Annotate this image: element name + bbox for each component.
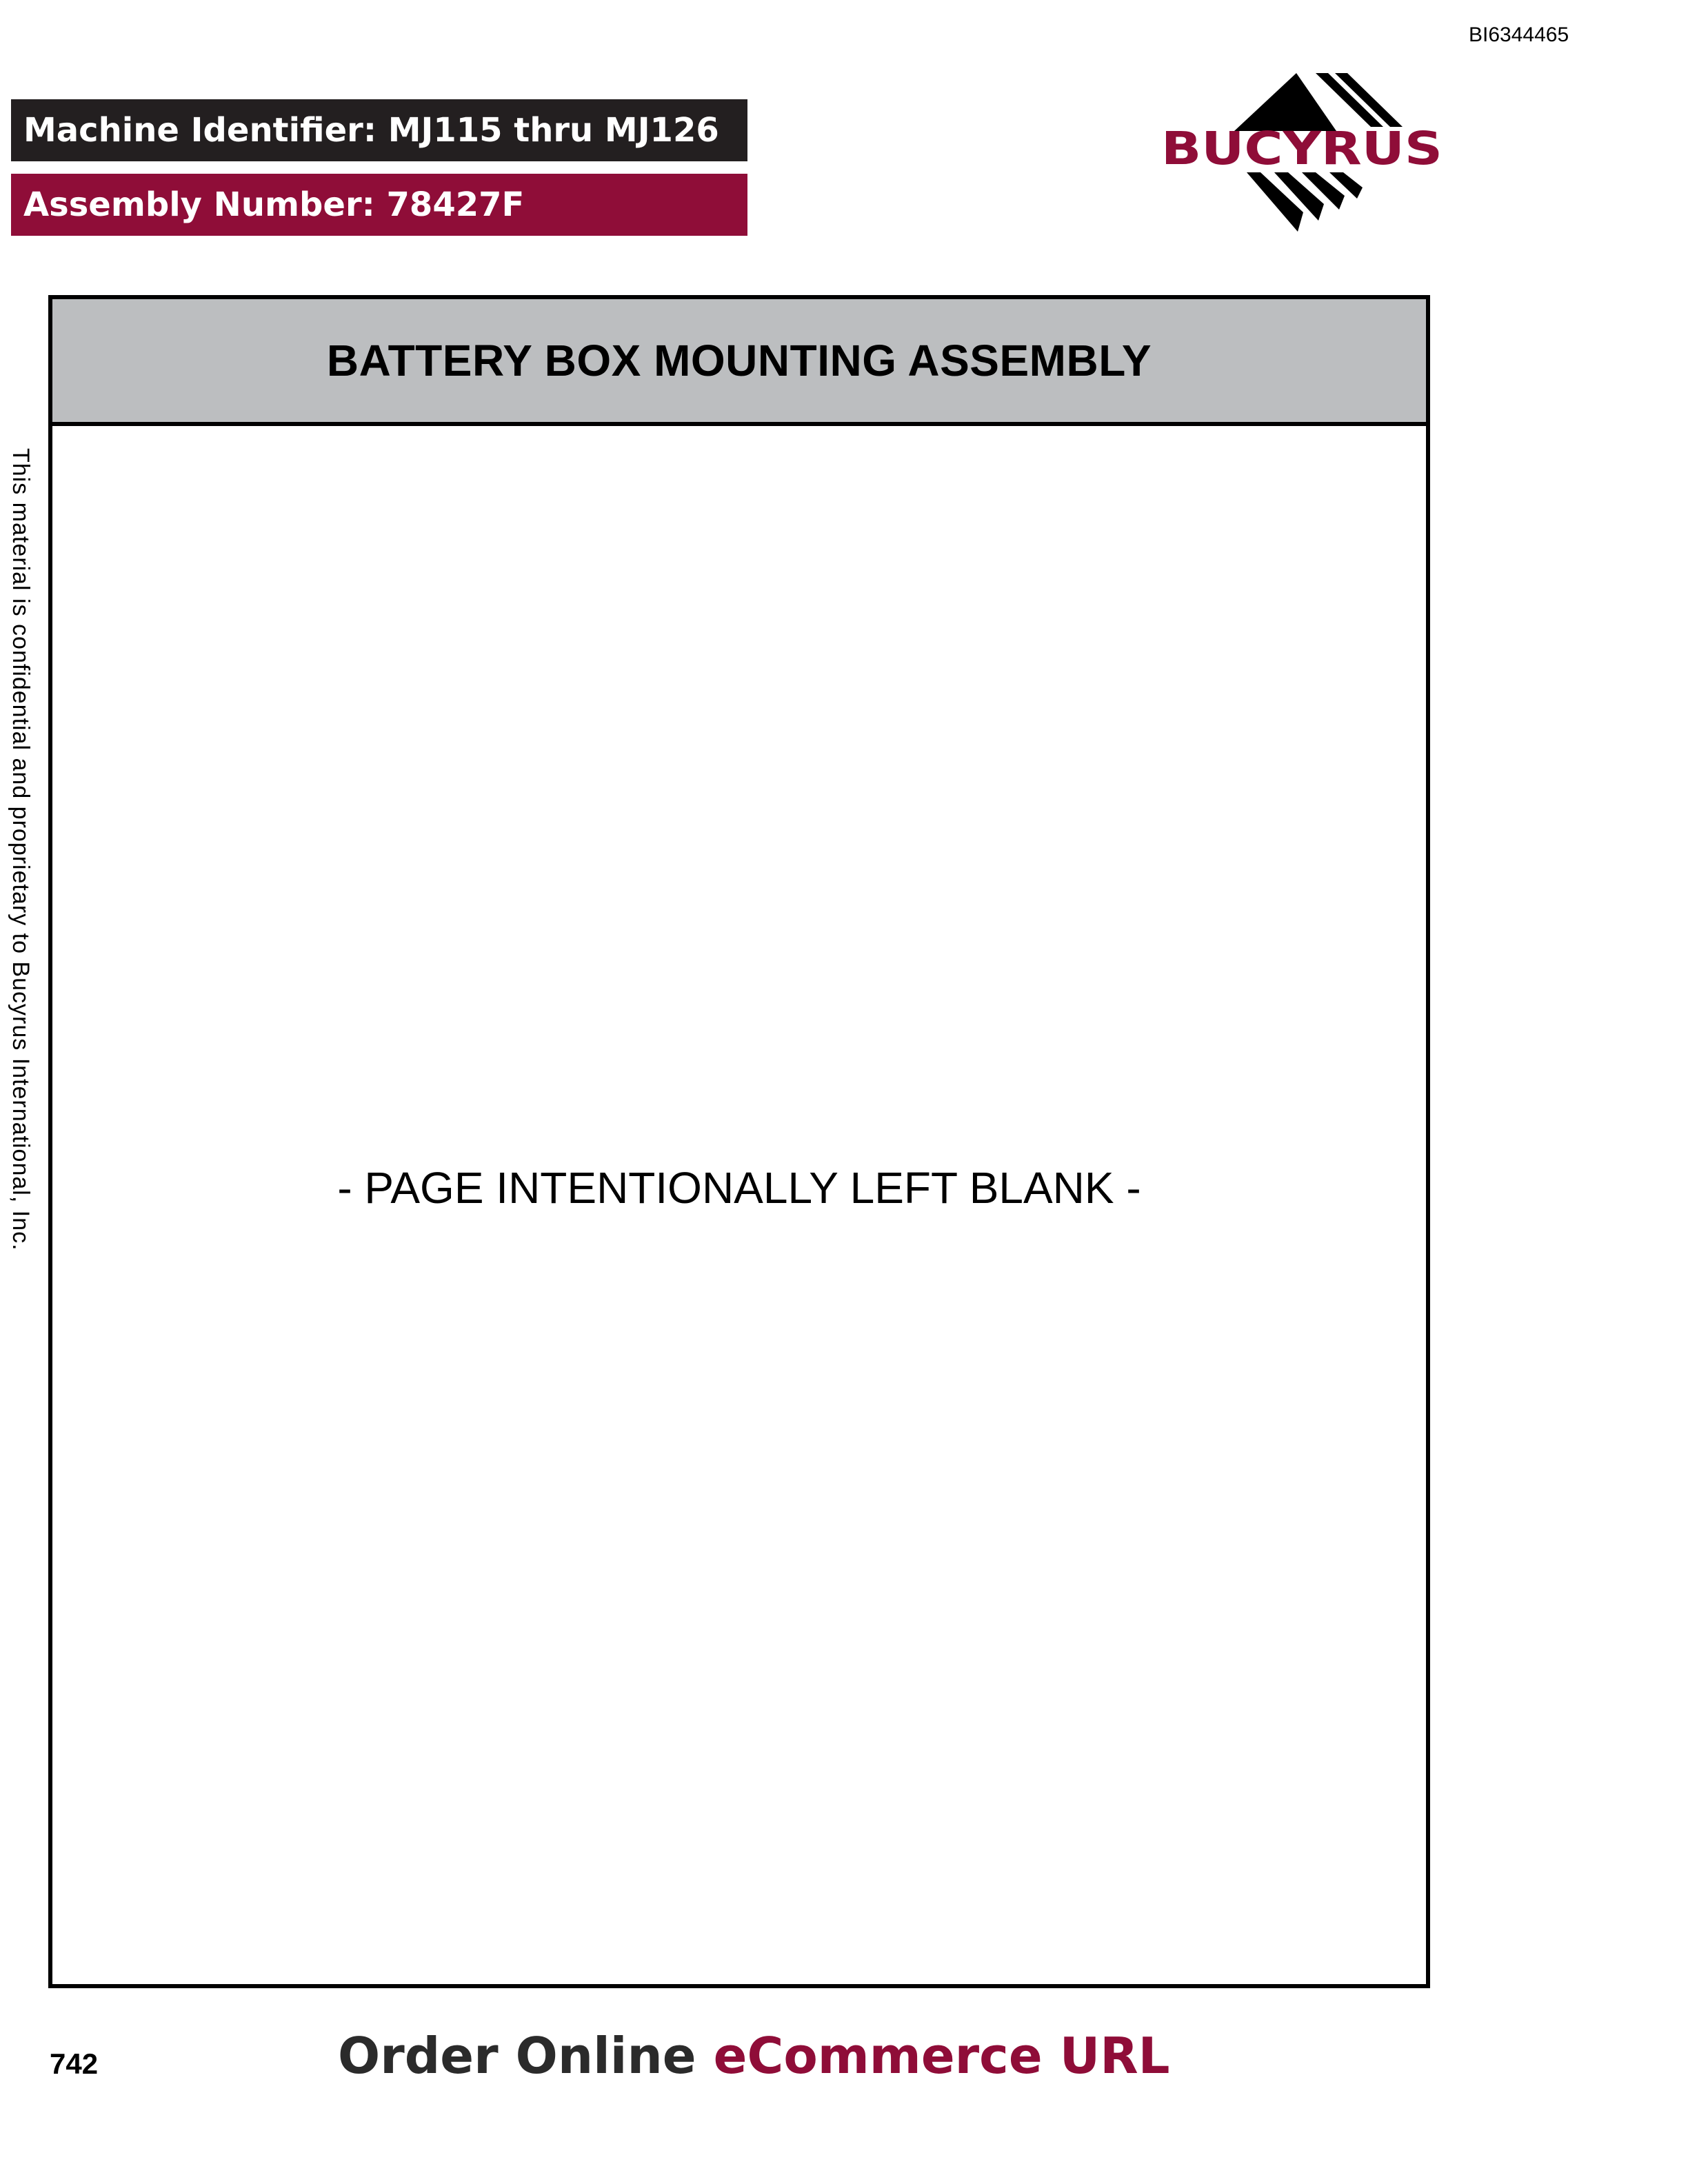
machine-identifier-bar: [11, 99, 747, 161]
page-number: 742: [50, 2048, 99, 2080]
order-online-label: Order Online: [338, 2027, 714, 2085]
assembly-number-bar: [11, 174, 747, 236]
content-frame: [48, 295, 1430, 1988]
assembly-title: BATTERY BOX MOUNTING ASSEMBLY: [326, 336, 1152, 385]
assembly-title-header: [52, 299, 1426, 426]
machine-identifier-text: Machine Identifier: MJ115 thru MJ126: [23, 111, 719, 150]
logo-wordmark: BUCYRUS: [1161, 122, 1443, 175]
assembly-number-text: Assembly Number: 78427F: [23, 185, 525, 224]
document-id: BI6344465: [1469, 23, 1569, 46]
blank-page-note: - PAGE INTENTIONALLY LEFT BLANK -: [337, 1163, 1141, 1213]
confidentiality-note: This material is confidential and proprietary to Bucyrus International, Inc.: [8, 448, 34, 1251]
ecommerce-url-link[interactable]: eCommerce URL: [713, 2027, 1170, 2085]
bucyrus-logo: [1158, 69, 1448, 241]
order-online-banner[interactable]: [338, 2027, 1170, 2085]
